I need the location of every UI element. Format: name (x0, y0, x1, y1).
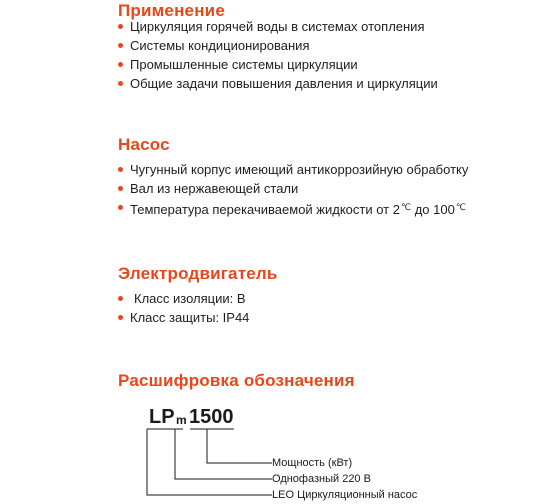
leader-power (207, 429, 272, 463)
degree-unit: ℃ (455, 202, 466, 212)
bullet-icon (118, 296, 123, 301)
list-item: Промышленные системы циркуляции (118, 55, 438, 74)
leader-phase (175, 429, 272, 479)
code-number: 1500 (189, 406, 234, 428)
pump-list (118, 160, 468, 219)
heading-designation: Расшифровка обозначения (118, 371, 355, 390)
list-item: Общие задачи повышения давления и циркуляции (118, 74, 438, 93)
heading-pump: Насос (118, 135, 170, 154)
code-m: m (176, 413, 187, 427)
list-item: Циркуляция горячей воды в системах отопления (118, 17, 438, 36)
list-item: Системы кондиционирования (118, 36, 438, 55)
bullet-icon (118, 62, 123, 67)
list-item: Температура перекачиваемой жидкости от 2℃ до 100℃ (118, 198, 468, 219)
bullet-icon (118, 81, 123, 86)
bullet-icon (118, 43, 123, 48)
bullet-icon (118, 24, 123, 29)
bullet-icon (118, 205, 123, 210)
code-lp: LP (149, 406, 175, 428)
list-item: Класс защиты: IP44 (118, 308, 249, 327)
bullet-icon (118, 186, 123, 191)
motor-list (118, 289, 249, 327)
application-list (118, 17, 438, 93)
list-item: Чугунный корпус имеющий антикоррозийную обработку (118, 160, 468, 179)
legend-brand: LEO Циркуляционный насос (272, 489, 418, 501)
bullet-icon (118, 167, 123, 172)
heading-motor: Электродвигатель (118, 264, 278, 283)
list-item: Класс изоляции: B (118, 289, 249, 308)
legend-power: Мощность (кВт) (272, 457, 353, 469)
bullet-icon (118, 315, 123, 320)
list-item: Вал из нержавеющей стали (118, 179, 468, 198)
degree-unit: ℃ (400, 202, 412, 212)
heading-application: Применение (118, 1, 225, 20)
legend-phase: Однофазный 220 В (272, 473, 371, 485)
leader-brand (147, 429, 272, 495)
